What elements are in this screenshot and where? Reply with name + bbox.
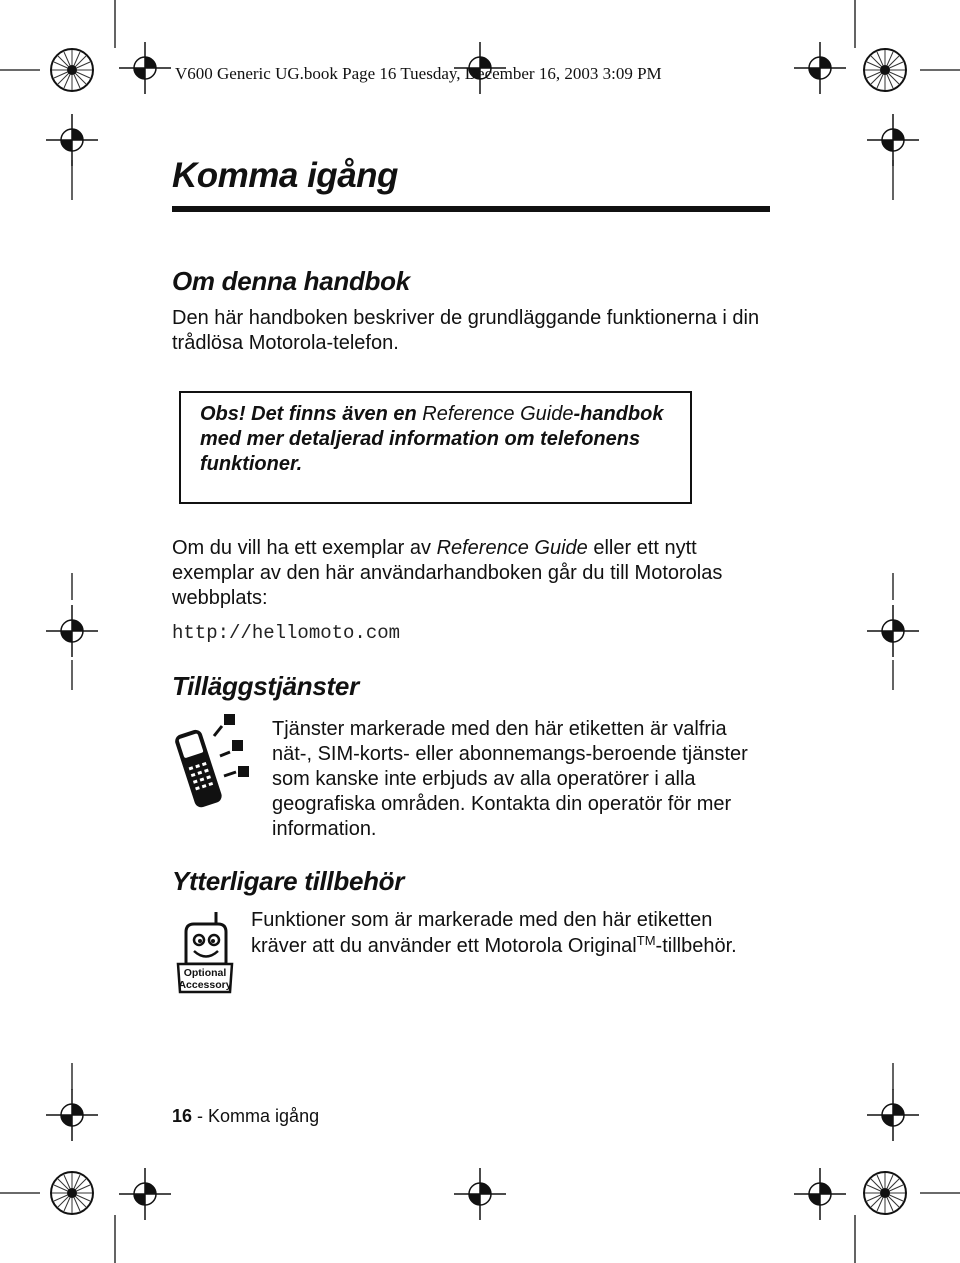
about-intro-line2: trådlösa Motorola-telefon. <box>172 332 399 354</box>
services-line: geografiska områden. Kontakta din operatör för mer <box>272 793 732 815</box>
about-intro-line1: Den här handboken beskriver de grundläggande funktionerna i din <box>172 307 760 329</box>
badge-accessory-text: Accessory <box>178 979 232 991</box>
optional-accessory-icon <box>172 908 238 1000</box>
services-line: som kanske inte erbjuds av alla operatörer i alla <box>272 768 696 790</box>
note-obs: Obs! <box>200 403 246 425</box>
title-rule <box>172 206 770 212</box>
services-line: information. <box>272 818 377 840</box>
services-line: nät-, SIM-korts- eller abonnemangs-beroende tjänster <box>272 743 748 765</box>
website-url[interactable]: http://hellomoto.com <box>172 622 401 644</box>
footer-section: Komma igång <box>208 1106 320 1126</box>
network-services-icon <box>172 712 252 808</box>
chapter-title: Komma igång <box>172 156 398 195</box>
services-line: Tjänster markerade med den här etiketten är valfria <box>272 718 727 740</box>
trademark: TM <box>636 933 656 948</box>
accessories-line1: Funktioner som är markerade med den här etiketten <box>251 909 713 931</box>
order-line1: Om du vill ha ett exemplar av Reference Guide eller ett nytt <box>172 537 697 559</box>
section-heading-accessories: Ytterligare tillbehör <box>172 866 405 896</box>
page-footer: 16 - Komma igång <box>172 1106 320 1126</box>
starburst-mark <box>864 49 906 91</box>
section-heading-about: Om denna handbok <box>172 266 410 296</box>
starburst-mark <box>864 1172 906 1214</box>
print-header: V600 Generic UG.book Page 16 Tuesday, December 16, 2003 3:09 PM <box>175 64 662 83</box>
note-text: Obs! Det finns även en Reference Guide-handbok med mer detaljerad information om telefonens funktioner. <box>200 403 664 475</box>
page-number: 16 <box>172 1106 193 1126</box>
section-heading-services: Tilläggstjänster <box>172 671 359 701</box>
badge-optional-text: Optional <box>183 967 227 979</box>
starburst-mark <box>51 1172 93 1214</box>
starburst-mark <box>51 49 93 91</box>
accessories-line2: kräver att du använder ett Motorola Original™-tillbehör. <box>251 933 737 957</box>
note-ref-guide: Reference Guide <box>422 403 574 425</box>
order-line3: webbplats: <box>172 587 268 609</box>
order-line2: exemplar av den här användarhandboken går du till Motorolas <box>172 562 723 584</box>
ref-guide-italic: Reference Guide <box>436 537 588 559</box>
